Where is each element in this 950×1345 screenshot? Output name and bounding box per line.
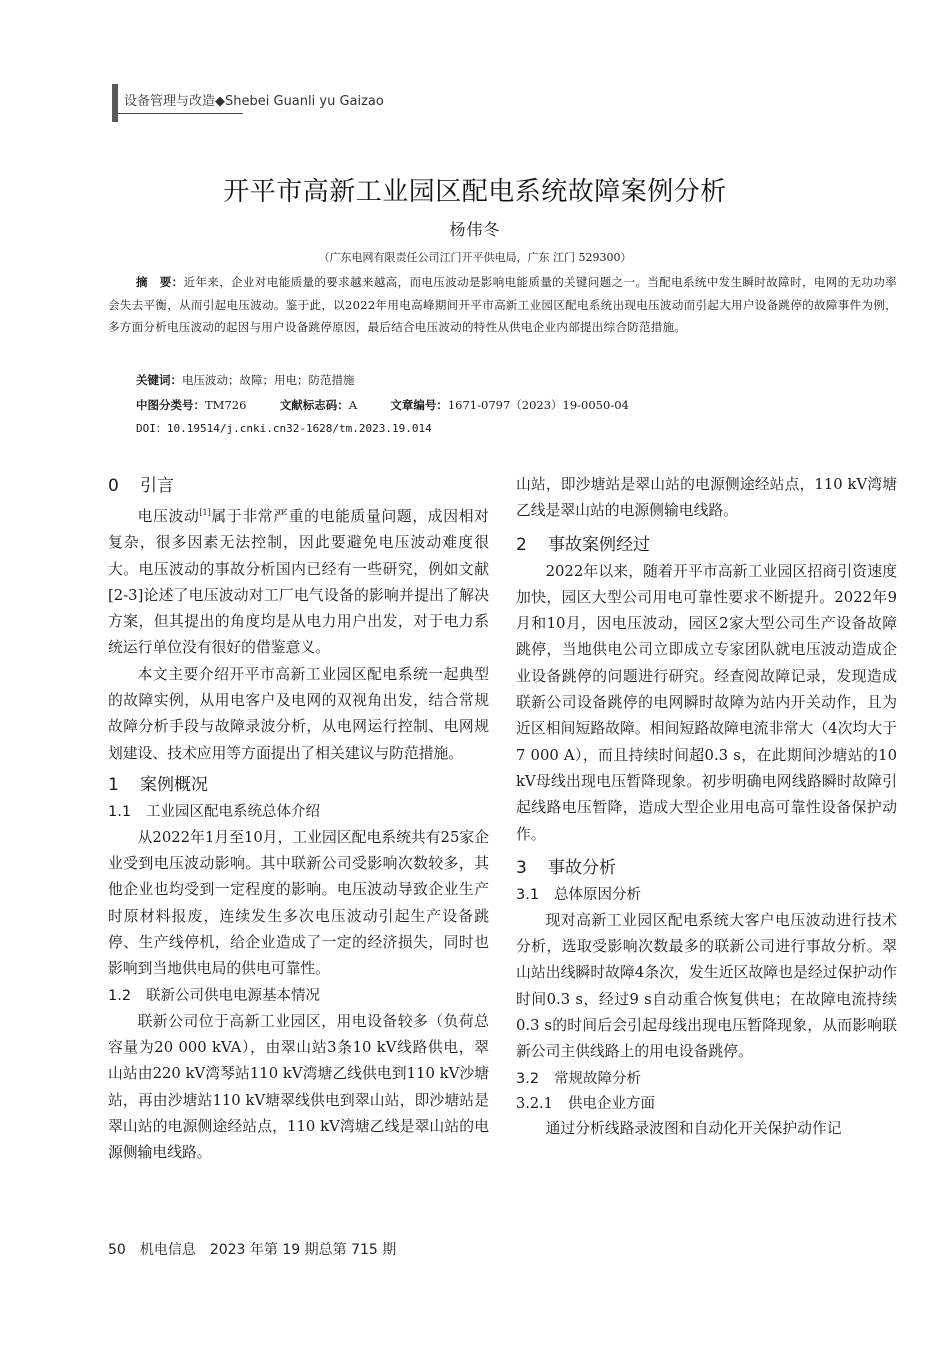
section-3-1-paragraph: 现对高新工业园区配电系统大客户电压波动进行技术分析，选取受影响次数最多的联新公司进行事故分析。翠山站出线瞬时故障4条次，发生近区故障也是经过保护动作时间0.3 s，经过9 s自动重合恢复供电；在故障电流持续0.3 s的时间后会引起母线出现电压暂降现象，从而影响联新公司主供线路上的用电设备跳停。 (516, 911, 897, 1061)
doi: DOI：10.19514/j.cnki.cn32-1628/tm.2023.19.014 (136, 422, 432, 435)
classification-line (136, 397, 629, 413)
header-section-pinyin: Shebei Guanli yu Gaizao (225, 94, 384, 109)
keywords-label: 关键词： (136, 373, 182, 387)
section-1-heading: 1 案例概况 (108, 774, 208, 795)
doc-code: A (348, 398, 358, 412)
section-1-1-paragraph: 从2022年1月至10月，工业园区配电系统共有25家企业受到电压波动影响。其中联新公司受影响次数较多，其他企业也均受到一定程度的影响。电压波动导致企业生产时原材料报废，连续发生多次电压波动引起生产设备跳停、生产线停机，给企业造成了一定的经济损失，同时也影响到当地供电局的供电可靠性。 (108, 828, 489, 978)
section-3-2-heading: 3.2 常规故障分析 (516, 1070, 641, 1087)
section-3-2-1-paragraph: 通过分析线路录波图和自动化开关保护动作记 (545, 1119, 842, 1137)
left-column (108, 472, 489, 1162)
doc-code-label: 文献标志码： (279, 398, 349, 412)
clc-code: TM726 (205, 398, 247, 412)
section-2-paragraph: 2022年以来，随着开平市高新工业园区招商引资速度加快，园区大型公司用电可靠性要求不断提升。2022年9月和10月，因电压波动，园区2家大型公司生产设备故障跳停，当地供电公司立即成立专家团队就电压波动造成企业设备跳停的问题进行研究。经查阅故障记录，发现造成联新公司设备跳停的电网瞬时故障为站内开关动作，且为近区相间短路故障。相间短路故障电流非常大（4次均大于7 000 A），而且持续时间超0.3 s，在此期间沙塘站的10 kV母线出现电压暂降现象。初步明确电网线路瞬时故障引起线路电压暂降，造成大型企业用电高可靠性设备保护动作。 (516, 562, 897, 843)
header-rule (118, 113, 243, 114)
section-1-2-paragraph-continued: 山站，即沙塘站是翠山站的电源侧途经站点，110 kV湾塘乙线是翠山站的电源侧输电线路。 (516, 476, 897, 520)
section-3-2-1-heading: 3.2.1 供电企业方面 (516, 1095, 655, 1112)
section-2-heading: 2 事故案例经过 (516, 534, 650, 555)
abstract (108, 271, 897, 339)
page-footer (108, 1239, 410, 1259)
page-number: 50 (108, 1242, 126, 1258)
section-3-heading: 3 事故分析 (516, 857, 616, 878)
article-no-label: 文章编号： (390, 398, 448, 412)
section-0-heading: 0 引言 (108, 476, 174, 496)
abstract-label: 摘 要： (136, 275, 184, 289)
article-author: 杨伟冬 (449, 220, 501, 239)
article-no: 1671-0797（2023）19-0050-04 (447, 398, 629, 412)
article-title: 开平市高新工业园区配电系统故障案例分析 (223, 177, 727, 207)
abstract-text: 近年来，企业对电能质量的要求越来越高，而电压波动是影响电能质量的关键问题之一。当配电系统中发生瞬时故障时，电网的无功功率会失去平衡，从而引起电压波动。鉴于此，以2022年用电高峰期间开平市高新工业园区配电系统出现电压波动而引起大用户设备跳停的故障事件为例，多方面分析电压波动的起因与用户设备跳停原因，最后结合电压波动的特性从供电企业内部提出综合防范措施。 (108, 275, 897, 335)
journal-name: 机电信息 (139, 1242, 196, 1258)
header-accent-bar (112, 84, 118, 122)
header-separator: ◆ (215, 94, 226, 109)
section-1-1-heading: 1.1 工业园区配电系统总体介绍 (108, 803, 320, 820)
running-header (124, 90, 384, 109)
section-0-paragraph-1: 电压波动[1]属于非常严重的电能质量问题，成因相对复杂，很多因素无法控制，因此要避免电压波动难度很大。电压波动的事故分析国内已经有一些研究，例如文献[2-3]论述了电压波动对工厂电气设备的影响并提出了解决方案，但其提出的角度均是从电力用户出发，对于电力系统运行单位没有很好的借鉴意义。 (108, 507, 489, 657)
section-1-2-heading: 1.2 联新公司供电电源基本情况 (108, 987, 320, 1004)
keywords: 电压波动；故障；用电；防范措施 (182, 373, 355, 387)
header-section-cn: 设备管理与改造 (124, 94, 216, 109)
section-3-1-heading: 3.1 总体原因分析 (516, 886, 641, 903)
clc-label: 中图分类号： (136, 398, 205, 412)
author-affiliation: （广东电网有限责任公司江门开平供电局，广东 江门 529300） (318, 251, 632, 264)
issue-info: 2023 年第 19 期总第 715 期 (209, 1242, 397, 1258)
right-column (516, 472, 897, 1142)
section-0-paragraph-2: 本文主要介绍开平市高新工业园区配电系统一起典型的故障实例，从用电客户及电网的双视角出发，结合常规故障分析手段与故障录波分析，从电网运行控制、电网规划建设、技术应用等方面提出了相关建议与防范措施。 (108, 665, 489, 762)
section-1-2-paragraph: 联新公司位于高新工业园区，用电设备较多（负荷总容量为20 000 kVA），由翠山站3条10 kV线路供电，翠山站由220 kV湾琴站110 kV湾塘乙线供电到110 kV沙塘站，再由沙塘站110 kV塘翠线供电到翠山站，即沙塘站是翠山站的电源侧途经站点，110 kV湾塘乙线是翠山站的电源侧输电线路。 (108, 1012, 489, 1162)
keywords-line (136, 372, 355, 388)
citation-1: [1] (199, 508, 211, 517)
